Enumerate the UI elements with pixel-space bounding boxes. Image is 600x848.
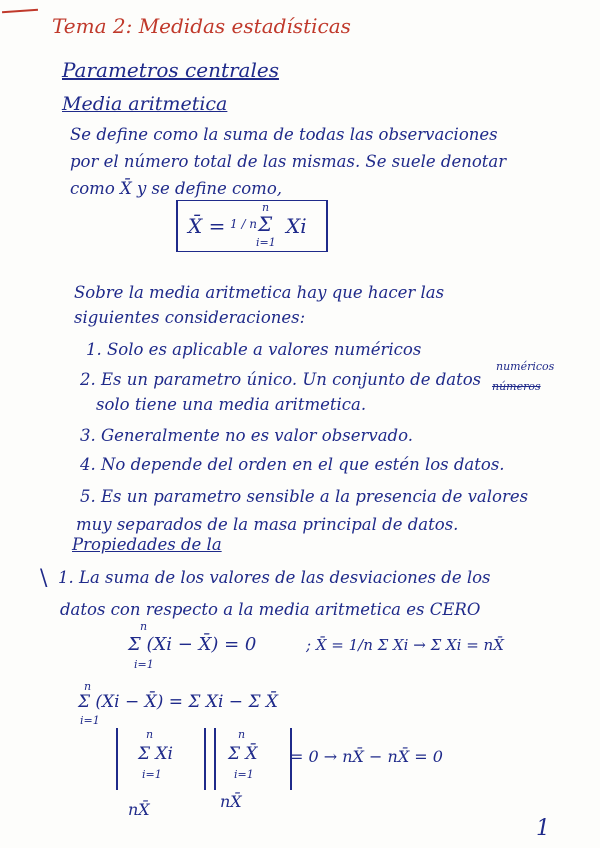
eq1-right: ; X̄ = 1/n Σ Xi → Σ Xi = nX̄ xyxy=(306,636,504,654)
title-margin-stroke xyxy=(2,9,38,14)
eq3-box1-expr: Σ Xi xyxy=(138,744,173,764)
eq1-upper: n xyxy=(140,620,148,633)
eq3-box-2 xyxy=(214,728,292,790)
eq3-under-2: nX̄ xyxy=(220,792,242,811)
eq2-lower: i=1 xyxy=(80,714,100,727)
considerations-intro-2: siguientes consideraciones: xyxy=(74,308,306,327)
eq3-box1-upper: n xyxy=(146,728,154,741)
considerations-intro-1: Sobre la media aritmetica hay que hacer las xyxy=(74,283,445,302)
eq3-rest: = 0 → nX̄ − nX̄ = 0 xyxy=(290,747,443,766)
formula-fraction: 1 / n xyxy=(230,217,258,231)
intro-line-3: como X̄ y se define como, xyxy=(70,179,283,198)
formula-term: Xi xyxy=(286,214,307,238)
property-1-line-2: datos con respecto a la media aritmetica es CERO xyxy=(60,600,481,619)
eq3-box-1 xyxy=(116,728,206,790)
formula-lower: i=1 xyxy=(256,236,276,249)
intro-line-2: por el número total de las mismas. Se suele denotar xyxy=(70,152,507,171)
consideration-1: 1. Solo es aplicable a valores numéricos xyxy=(86,340,422,359)
formula-sigma: Σ xyxy=(258,212,273,236)
intro-line-1: Se define como la suma de todas las observaciones xyxy=(70,125,498,144)
consideration-5-cont: muy separados de la masa principal de datos. xyxy=(76,515,459,534)
consideration-2-correction: numéricos xyxy=(496,360,555,373)
consideration-2: 2. Es un parametro único. Un conjunto de datos xyxy=(80,370,482,389)
eq3-box1-lower: i=1 xyxy=(142,768,162,781)
consideration-4: 4. No depende del orden en el que estén los datos. xyxy=(80,455,505,474)
margin-mark: \ xyxy=(40,566,48,591)
page-number: 1 xyxy=(536,816,550,841)
eq1-lower: i=1 xyxy=(134,658,154,671)
subsection-heading: Media aritmetica xyxy=(62,93,228,115)
eq1-left: Σ (Xi − X̄) = 0 xyxy=(128,634,257,655)
properties-heading: Propiedades de la xyxy=(72,535,222,554)
consideration-3: 3. Generalmente no es valor observado. xyxy=(80,426,414,445)
eq2-line: Σ (Xi − X̄) = Σ Xi − Σ X̄ xyxy=(78,692,278,712)
consideration-2-struck-word: números xyxy=(492,380,541,393)
eq3-box2-lower: i=1 xyxy=(234,768,254,781)
mean-formula-box xyxy=(176,200,328,252)
formula-upper: n xyxy=(262,201,270,214)
section-heading: Parametros centrales xyxy=(62,58,279,82)
eq3-box2-upper: n xyxy=(238,728,246,741)
eq3-under-1: nX̄ xyxy=(128,800,150,819)
eq3-box2-expr: Σ X̄ xyxy=(228,744,258,764)
eq2-upper: n xyxy=(84,680,92,693)
page-title: Tema 2: Medidas estadísticas xyxy=(52,14,351,38)
property-1-line-1: 1. La suma de los valores de las desviaciones de los xyxy=(58,568,491,587)
consideration-5: 5. Es un parametro sensible a la presencia de valores xyxy=(80,487,529,506)
formula-lhs: X̄ = xyxy=(188,214,226,238)
consideration-2-cont: solo tiene una media aritmetica. xyxy=(96,395,367,414)
